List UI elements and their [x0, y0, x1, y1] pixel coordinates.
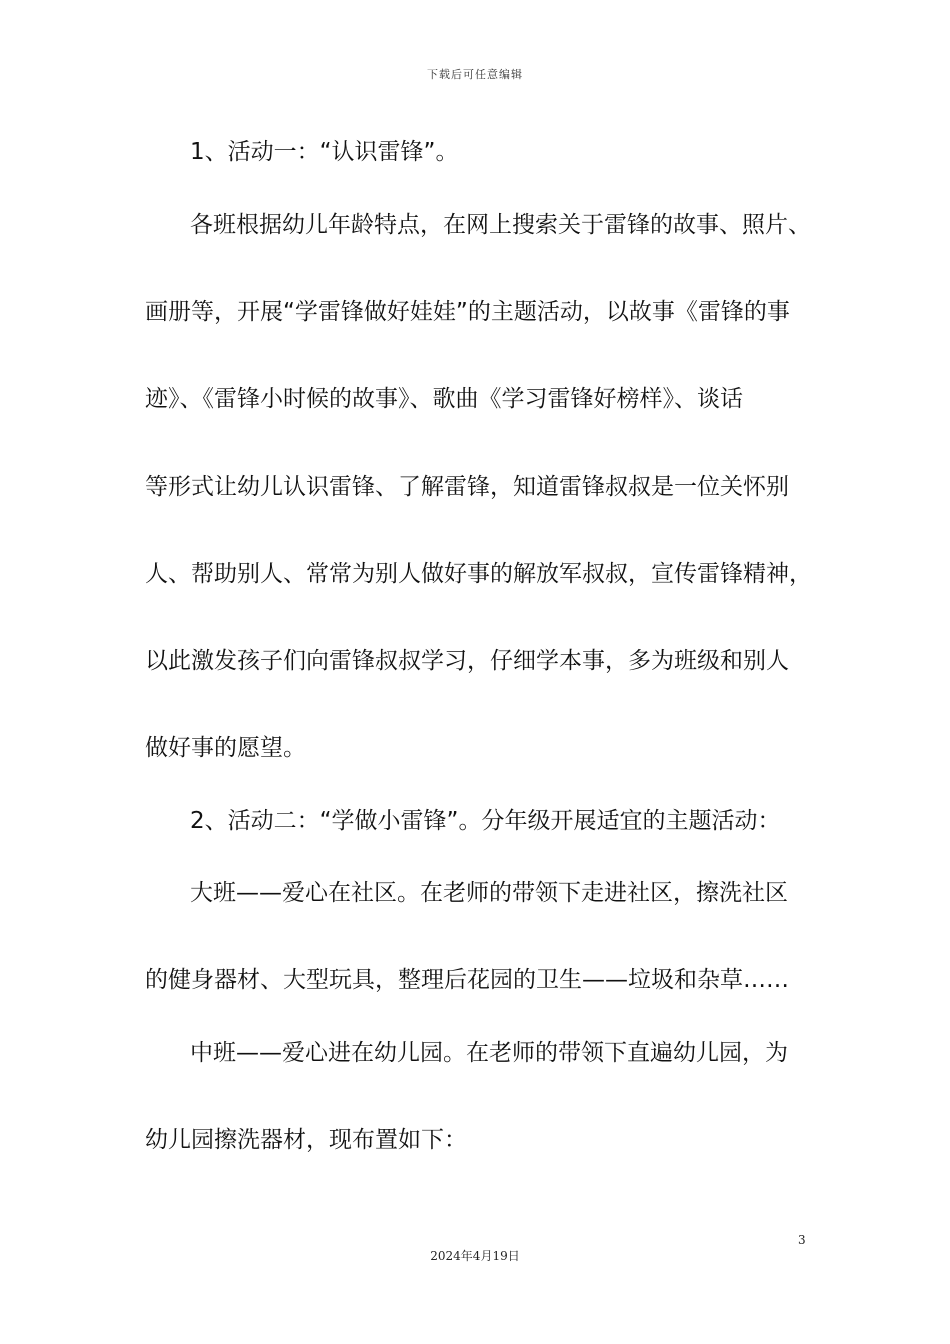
footer-date: 2024年4月19日 [430, 1249, 520, 1263]
paragraph-line: 的健身器材、大型玩具，整理后花园的卫生——垃圾和杂草…… [145, 967, 789, 993]
paragraph-line: 以此激发孩子们向雷锋叔叔学习，仔细学本事，多为班级和别人 [145, 648, 789, 674]
paragraph-line: 迹》、《雷锋小时候的故事》、歌曲《学习雷锋好榜样》、谈话 [145, 386, 743, 412]
paragraph-line: 人、帮助别人、常常为别人做好事的解放军叔叔，宣传雷锋精神， [145, 561, 812, 587]
page-header: 下载后可任意编辑 [427, 68, 523, 81]
paragraph-line: 中班——爱心进在幼儿园。在老师的带领下直遍幼儿园，为 [190, 1040, 788, 1066]
paragraph-line: 2、活动二：“学做小雷锋”。分年级开展适宜的主题活动： [190, 808, 781, 834]
paragraph-line: 等形式让幼儿认识雷锋、了解雷锋，知道雷锋叔叔是一位关怀别 [145, 474, 789, 500]
paragraph-line: 幼儿园擦洗器材，现布置如下： [145, 1127, 467, 1153]
paragraph-line: 做好事的愿望。 [145, 735, 306, 761]
paragraph-line: 画册等，开展“学雷锋做好娃娃”的主题活动，以故事《雷锋的事 [145, 299, 790, 325]
paragraph-line: 1、活动一：“认识雷锋”。 [190, 139, 459, 165]
paragraph-line: 各班根据幼儿年龄特点，在网上搜索关于雷锋的故事、照片、 [190, 212, 811, 238]
page-number: 3 [798, 1233, 806, 1247]
paragraph-line: 大班——爱心在社区。在老师的带领下走进社区，擦洗社区 [190, 880, 788, 906]
